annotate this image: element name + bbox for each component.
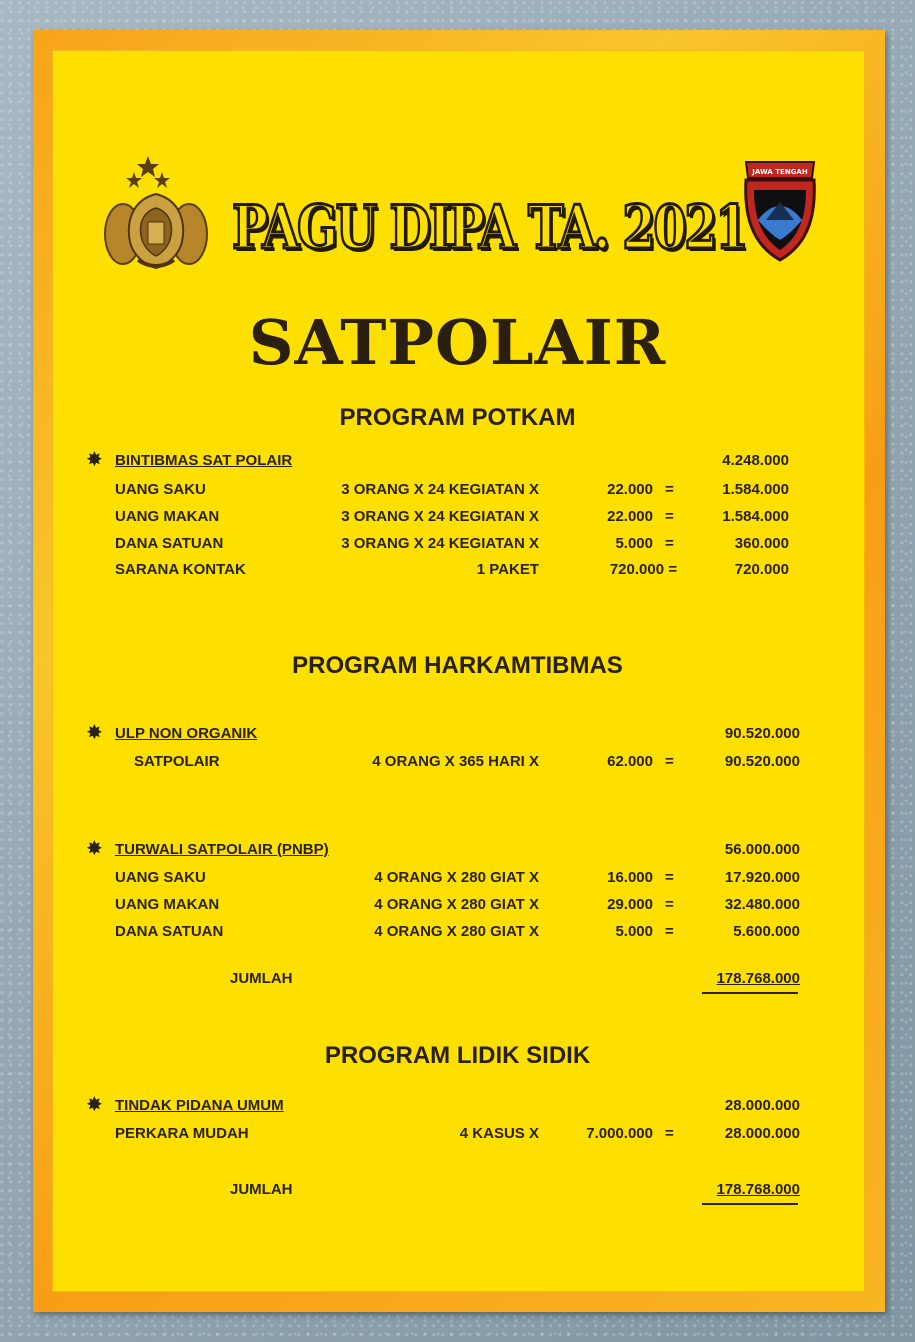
- item-ulp-total: 90.520.000: [724, 725, 800, 742]
- row-amount: 17.920.000: [724, 869, 800, 886]
- row-unit: 22.000: [607, 481, 653, 498]
- row-unit: 62.000: [607, 753, 653, 770]
- jumlah-value: 178.768.000: [716, 970, 800, 987]
- row-amount: 720.000: [734, 561, 789, 578]
- bullet-star-icon: ✸: [86, 449, 103, 471]
- item-ulp-non-organik: ULP NON ORGANIK: [115, 725, 258, 742]
- row-amount: 1.584.000: [722, 508, 789, 525]
- double-underline: [702, 1203, 798, 1205]
- row-eq: =: [665, 481, 674, 498]
- unit-title: SATPOLAIR: [248, 306, 667, 379]
- row-label: UANG SAKU: [115, 869, 206, 886]
- row-eq: =: [665, 1125, 674, 1142]
- row-detail: 3 ORANG X 24 KEGIATAN X: [341, 481, 539, 498]
- row-detail: 4 KASUS X: [459, 1125, 539, 1142]
- item-turwali: TURWALI SATPOLAIR (PNBP): [115, 841, 329, 858]
- bullet-star-icon: ✸: [86, 722, 103, 744]
- row-eq: =: [665, 508, 674, 525]
- row-detail: 3 ORANG X 24 KEGIATAN X: [341, 508, 539, 525]
- row-eq: =: [665, 869, 674, 886]
- row-eq: =: [665, 753, 674, 770]
- row-eq: =: [665, 896, 674, 913]
- row-detail: 4 ORANG X 280 GIAT X: [374, 869, 539, 886]
- row-label: SATPOLAIR: [134, 753, 220, 770]
- row-eq: =: [665, 535, 674, 552]
- row-label: UANG SAKU: [115, 481, 206, 498]
- program-lidik-sidik-title: PROGRAM LIDIK SIDIK: [324, 1042, 591, 1069]
- jumlah-value: 178.768.000: [716, 1181, 800, 1198]
- item-tindak-pidana-total: 28.000.000: [724, 1097, 800, 1114]
- bullet-star-icon: ✸: [86, 838, 103, 860]
- row-unit: 5.000: [615, 535, 653, 552]
- row-label: PERKARA MUDAH: [115, 1125, 249, 1142]
- header-title: PAGU DIPA TA. 2021: [232, 193, 747, 263]
- row-detail: 4 ORANG X 280 GIAT X: [374, 896, 539, 913]
- program-harkamtibmas-title: PROGRAM HARKAMTIBMAS: [292, 652, 623, 679]
- bullet-star-icon: ✸: [86, 1094, 103, 1116]
- jumlah-label: JUMLAH: [230, 970, 293, 987]
- row-amount: 1.584.000: [722, 481, 789, 498]
- item-tindak-pidana: TINDAK PIDANA UMUM: [115, 1097, 284, 1114]
- row-detail: 1 PAKET: [476, 561, 539, 578]
- item-bintibmas-total: 4.248.000: [722, 452, 789, 469]
- row-amount: 5.600.000: [733, 923, 800, 940]
- row-amount: 360.000: [734, 535, 789, 552]
- item-bintibmas: BINTIBMAS SAT POLAIR: [115, 452, 293, 469]
- jumlah-label: JUMLAH: [230, 1181, 293, 1198]
- row-label: SARANA KONTAK: [115, 561, 246, 578]
- shield-text: JAWA TENGAH: [752, 168, 808, 176]
- double-underline: [702, 992, 798, 994]
- row-detail: 4 ORANG X 280 GIAT X: [374, 923, 539, 940]
- row-unit: 29.000: [607, 896, 653, 913]
- row-amount: 28.000.000: [724, 1125, 800, 1142]
- jawa-tengah-shield-icon: [738, 156, 822, 268]
- row-unit: 7.000.000: [586, 1125, 653, 1142]
- program-potkam-title: PROGRAM POTKAM: [339, 404, 576, 431]
- row-eq: =: [665, 923, 674, 940]
- row-label: DANA SATUAN: [115, 535, 224, 552]
- row-detail: 4 ORANG X 365 HARI X: [372, 753, 539, 770]
- police-emblem-icon: [98, 150, 214, 272]
- item-turwali-total: 56.000.000: [724, 841, 800, 858]
- row-label: DANA SATUAN: [115, 923, 224, 940]
- row-amount: 90.520.000: [724, 753, 800, 770]
- row-unit: 22.000: [607, 508, 653, 525]
- row-amount: 32.480.000: [724, 896, 800, 913]
- row-unit: 5.000: [615, 923, 653, 940]
- row-unit: 720.000 =: [609, 561, 677, 578]
- row-detail: 3 ORANG X 24 KEGIATAN X: [341, 535, 539, 552]
- row-unit: 16.000: [607, 869, 653, 886]
- row-label: UANG MAKAN: [115, 896, 220, 913]
- row-label: UANG MAKAN: [115, 508, 220, 525]
